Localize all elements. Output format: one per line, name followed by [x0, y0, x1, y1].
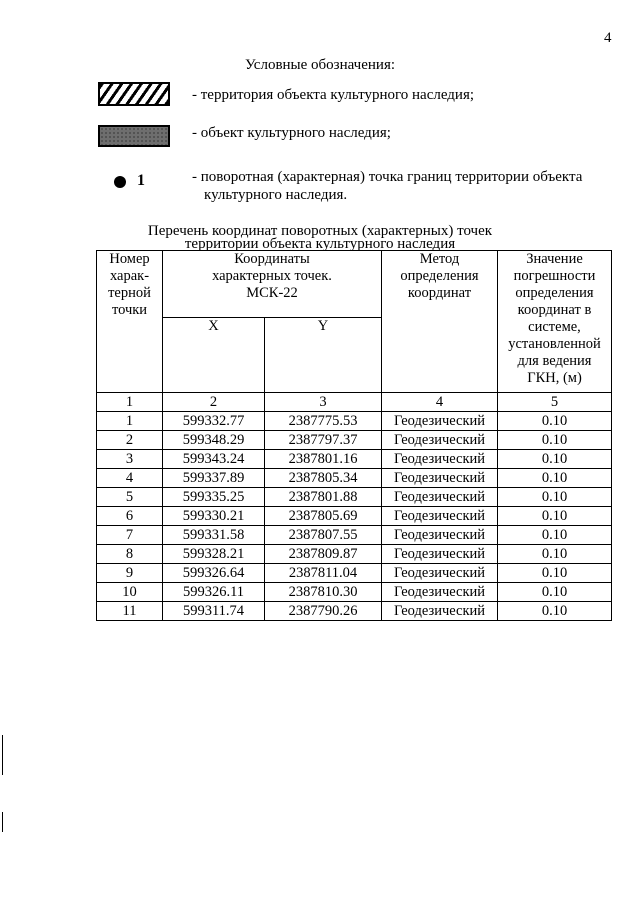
cell-x: 599332.77 — [163, 412, 265, 431]
heritage-object-swatch-icon — [98, 125, 170, 147]
cell-y: 2387811.04 — [265, 564, 382, 583]
header-method: Метод определения координат — [382, 251, 498, 393]
cell-x: 599326.64 — [163, 564, 265, 583]
cell-x: 599343.24 — [163, 450, 265, 469]
page-number: 4 — [604, 30, 612, 46]
cell-point-number: 5 — [97, 488, 163, 507]
cell-method: Геодезический — [382, 545, 498, 564]
cell-y: 2387801.88 — [265, 488, 382, 507]
cell-accuracy: 0.10 — [498, 469, 612, 488]
cell-accuracy: 0.10 — [498, 602, 612, 621]
table-row — [97, 545, 612, 564]
legend-point-text — [192, 168, 612, 204]
cell-x: 599335.25 — [163, 488, 265, 507]
cell-method: Геодезический — [382, 431, 498, 450]
cell-y: 2387797.37 — [265, 431, 382, 450]
cell-accuracy: 0.10 — [498, 545, 612, 564]
cell-accuracy: 0.10 — [498, 507, 612, 526]
cell-accuracy: 0.10 — [498, 488, 612, 507]
cell-y: 2387790.26 — [265, 602, 382, 621]
cell-point-number: 9 — [97, 564, 163, 583]
cell-method: Геодезический — [382, 507, 498, 526]
table-row — [97, 583, 612, 602]
cell-point-number: 6 — [97, 507, 163, 526]
cell-x: 599348.29 — [163, 431, 265, 450]
cell-method: Геодезический — [382, 526, 498, 545]
cell-y: 2387810.30 — [265, 583, 382, 602]
cell-y: 2387805.34 — [265, 469, 382, 488]
cell-method: Геодезический — [382, 469, 498, 488]
turning-point-number: 1 — [137, 172, 145, 189]
cell-accuracy: 0.10 — [498, 564, 612, 583]
cell-point-number: 10 — [97, 583, 163, 602]
cell-point-number: 8 — [97, 545, 163, 564]
cell-point-number: 11 — [97, 602, 163, 621]
table-row — [97, 526, 612, 545]
cell-method: Геодезический — [382, 450, 498, 469]
cell-accuracy: 0.10 — [498, 526, 612, 545]
table-row — [97, 431, 612, 450]
cell-x: 599328.21 — [163, 545, 265, 564]
legend-point-line-2: культурного наследия. — [204, 187, 348, 203]
cell-y: 2387805.69 — [265, 507, 382, 526]
column-number: 5 — [498, 393, 612, 412]
table-title-line-2: территории объекта культурного наследия — [184, 236, 456, 252]
hatched-territory-swatch-icon — [98, 82, 170, 106]
cell-y: 2387807.55 — [265, 526, 382, 545]
cell-point-number: 3 — [97, 450, 163, 469]
table-row — [97, 488, 612, 507]
cell-accuracy: 0.10 — [498, 431, 612, 450]
cell-accuracy: 0.10 — [498, 583, 612, 602]
cell-point-number: 7 — [97, 526, 163, 545]
cell-method: Геодезический — [382, 602, 498, 621]
column-number: 3 — [265, 393, 382, 412]
cell-point-number: 2 — [97, 431, 163, 450]
header-y: Y — [265, 318, 382, 393]
cell-x: 599330.21 — [163, 507, 265, 526]
cell-x: 599337.89 — [163, 469, 265, 488]
coordinates-table — [96, 250, 612, 621]
column-number: 2 — [163, 393, 265, 412]
column-number: 4 — [382, 393, 498, 412]
table-row — [97, 602, 612, 621]
turning-point-dot-icon — [114, 176, 126, 188]
header-coordinates: Координаты характерных точек. МСК-22 — [163, 251, 382, 318]
column-number: 1 — [97, 393, 163, 412]
cell-x: 599311.74 — [163, 602, 265, 621]
cell-x: 599331.58 — [163, 526, 265, 545]
cell-accuracy: 0.10 — [498, 412, 612, 431]
table-row — [97, 564, 612, 583]
header-row — [97, 251, 612, 318]
legend-point-line-1: - поворотная (характерная) точка границ территории объекта — [192, 169, 583, 185]
table-row — [97, 507, 612, 526]
cell-method: Геодезический — [382, 412, 498, 431]
cell-y: 2387801.16 — [265, 450, 382, 469]
margin-mark — [2, 735, 3, 775]
header-accuracy: Значение погрешности определения координат в системе, установленной для ведения ГКН, (м) — [498, 251, 612, 393]
legend-title: Условные обозначения: — [244, 57, 396, 73]
table-row — [97, 469, 612, 488]
cell-method: Геодезический — [382, 488, 498, 507]
legend-territory-text: - территория объекта культурного наследия; — [192, 87, 475, 103]
table-title-line-1: Перечень координат поворотных (характерных) точек — [147, 223, 493, 239]
cell-accuracy: 0.10 — [498, 450, 612, 469]
cell-method: Геодезический — [382, 564, 498, 583]
header-x: X — [163, 318, 265, 393]
legend-object-text: - объект культурного наследия; — [192, 125, 391, 141]
header-point-number: Номер харак- терной точки — [97, 251, 163, 393]
cell-x: 599326.11 — [163, 583, 265, 602]
cell-y: 2387775.53 — [265, 412, 382, 431]
cell-point-number: 4 — [97, 469, 163, 488]
cell-point-number: 1 — [97, 412, 163, 431]
cell-method: Геодезический — [382, 583, 498, 602]
column-number-row — [97, 393, 612, 412]
table-row — [97, 412, 612, 431]
margin-mark — [2, 812, 3, 832]
cell-y: 2387809.87 — [265, 545, 382, 564]
table-row — [97, 450, 612, 469]
